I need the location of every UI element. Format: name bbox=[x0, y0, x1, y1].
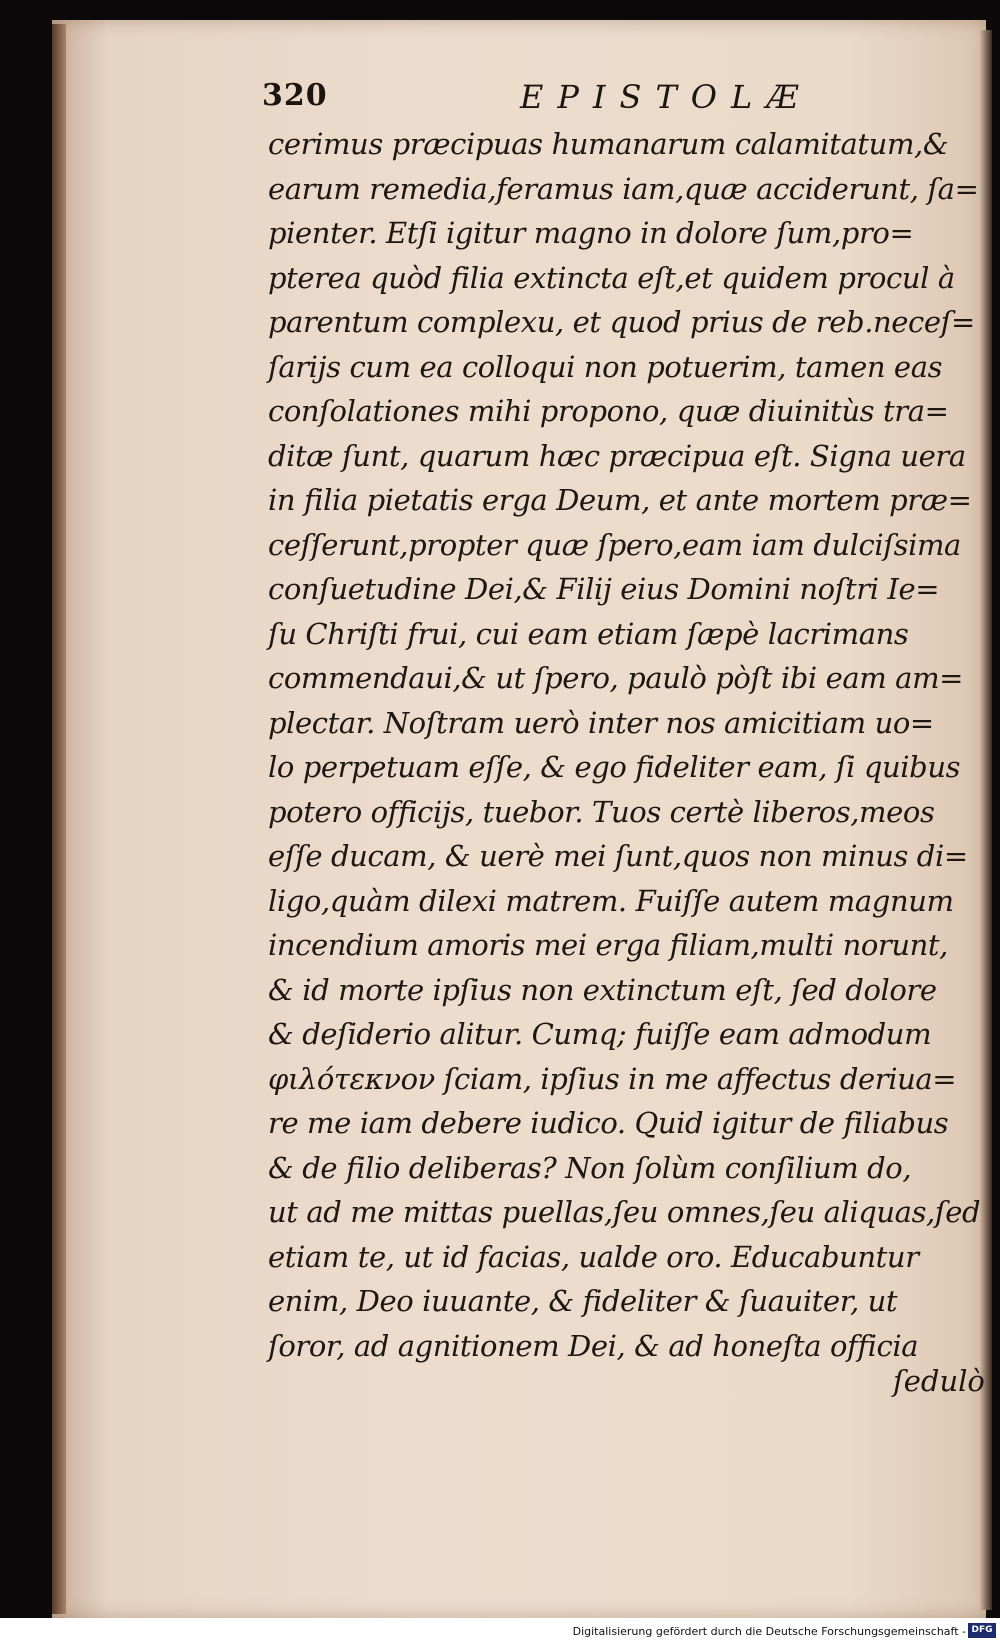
text-line: & de filio deliberas? Non ſolùm conſilium do, bbox=[268, 1150, 912, 1185]
text-line: re me iam debere iudico. Quid igitur de filiabus bbox=[268, 1106, 949, 1140]
text-line: conſuetudine Dei,& Filij eius Domini noſtri Ie= bbox=[268, 572, 940, 606]
funding-notice: Digitalisierung gefördert durch die Deutsche Forschungsgemeinschaft - bbox=[572, 1625, 966, 1638]
text-line: pienter. Etſi igitur magno in dolore ſum,pro= bbox=[268, 216, 914, 250]
running-head bbox=[262, 78, 962, 122]
footer-bar bbox=[0, 1618, 1000, 1646]
text-line: ditæ ſunt, quarum hæc præcipua eſt. Signa uera bbox=[268, 438, 966, 473]
text-line: in filia pietatis erga Deum, et ante mortem præ= bbox=[268, 483, 972, 517]
text-line: incendium amoris mei erga filiam,multi norunt, bbox=[268, 928, 948, 962]
text-line: ſu Chriſti frui, cui eam etiam ſæpè lacrimans bbox=[268, 616, 909, 651]
running-title: EPISTOLÆ bbox=[520, 78, 813, 116]
text-line: enim, Deo iuuante, & fideliter & ſuauiter, ut bbox=[268, 1284, 898, 1318]
text-line: & id morte ipſius non extinctum eſt, ſed dolore bbox=[268, 972, 937, 1007]
body-text bbox=[268, 122, 980, 1368]
text-line: ſoror, ad agnitionem Dei, & ad honeſta officia bbox=[268, 1328, 919, 1363]
page-gutter-edge bbox=[52, 24, 66, 1614]
text-line: ut ad me mittas puellas,ſeu omnes,ſeu aliquas,ſed bbox=[268, 1195, 981, 1229]
text-line: lo perpetuam eſſe, & ego fideliter eam, ſi quibus bbox=[268, 750, 961, 784]
text-line: eſſe ducam, & uerè mei ſunt,quos non minus di= bbox=[268, 839, 968, 873]
text-line: ligo,quàm dilexi matrem. Fuiſſe autem magnum bbox=[268, 883, 954, 918]
text-line: ceſſerunt,propter quæ ſpero,eam iam dulciſsima bbox=[268, 527, 961, 562]
text-line: plectar. Noſtram uerò inter nos amicitiam uo= bbox=[268, 705, 934, 740]
text-line: commendaui,& ut ſpero, paulò pòſt ibi eam am= bbox=[268, 661, 964, 695]
text-line: conſolationes mihi propono, quæ diuinitùs tra= bbox=[268, 394, 949, 428]
text-line: cerimus præcipuas humanarum calamitatum,& bbox=[268, 127, 949, 161]
text-line: φιλότεκνον ſciam, ipſius in me affectus deriua= bbox=[268, 1061, 957, 1096]
catchword: ſedulò bbox=[893, 1364, 985, 1398]
dfg-logo: DFG bbox=[968, 1623, 996, 1638]
text-line: earum remedia,feramus iam,quæ acciderunt, ſa= bbox=[268, 171, 979, 206]
text-line: parentum complexu, et quod prius de reb.neceſ= bbox=[268, 305, 975, 339]
text-line: potero officijs, tuebor. Tuos certè liberos,meos bbox=[268, 794, 935, 829]
page-number: 320 bbox=[262, 78, 328, 113]
text-line: pterea quòd filia extincta eſt,et quidem procul à bbox=[268, 260, 955, 295]
text-line: & deſiderio alitur. Cumq; fuiſſe eam admodum bbox=[268, 1017, 932, 1051]
text-line: ſarijs cum ea colloqui non potuerim, tamen eas bbox=[268, 349, 943, 384]
text-line: etiam te, ut id facias, ualde oro. Educabuntur bbox=[268, 1239, 919, 1274]
